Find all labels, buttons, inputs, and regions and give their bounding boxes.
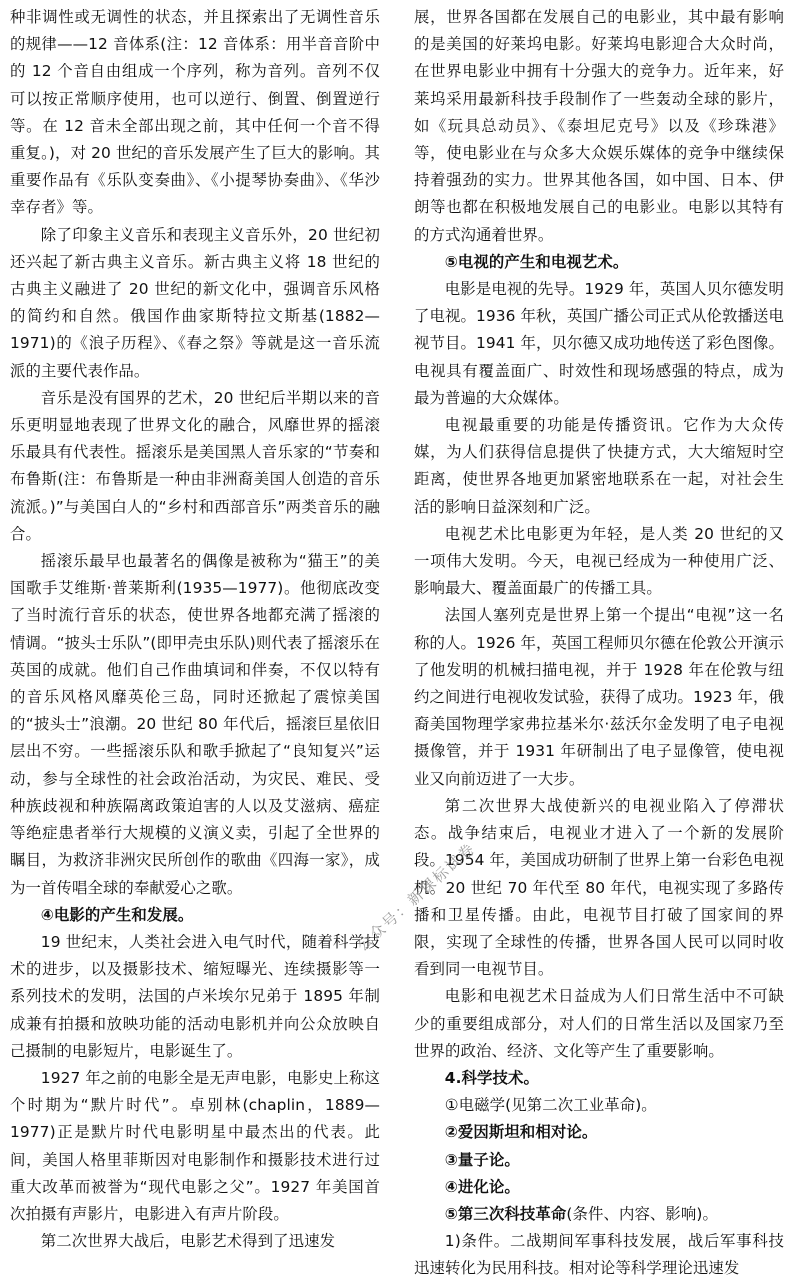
paragraph: 第二次世界大战后，电影艺术得到了迅速发 xyxy=(40,1232,336,1251)
paragraph: 摇滚乐最早也最著名的偶像是被称为“猫王”的美国歌手艾维斯·普莱斯利(1935—1977)。他彻底改变了当时流行音乐的状态，使世界各地都充满了摇滚的情调。“披头士乐队”(即甲壳虫乐队)则代表了摇滚乐在英国的成就。他们自己作曲填词和伴奏，不仅以特有的音乐风格风靡英伦三岛，同时还掀起了震惊美国的“披头士”浪潮。20 世纪 80 年代后，摇滚巨星依旧层出不穷。一些摇滚乐队和歌手掀起了“良知复兴”运动，参与全球性的社会政治活动，为灾民、难民、受种族歧视和种族隔离政策迫害的人以及艾滋病、癌症等绝症患者举行大规模的义演义卖，引起了全世界的瞩目，为救济非洲灾民所创作的歌曲《四海一家》，成为一首传唱全球的奉献爱心之歌。 xyxy=(10,552,380,897)
list-item xyxy=(414,1201,784,1228)
section-heading: ④电影的产生和发展。 xyxy=(40,905,194,924)
list-item-note: (条件、内容、影响)。 xyxy=(566,1204,718,1223)
paragraph: 法国人塞列克是世界上第一个提出“电视”这一名称的人。1926 年，英国工程师贝尔德在伦敦公开演示了他发明的机械扫描电视，并于 1928 年在伦敦与纽约之间进行电视收发试验，获得了成功。1923 年，俄裔美国物理学家弗拉基米尔·兹沃尔金发明了电子电视摄像管，并于 1931 年研制出了电子显像管，使电视业又向前迈进了一大步。 xyxy=(414,606,784,788)
paragraph: 除了印象主义音乐和表现主义音乐外，20 世纪初还兴起了新古典主义音乐。新古典主义将 18 世纪的古典主义融进了 20 世纪的新文化中，强调音乐风格的简约和自然。俄国作曲家斯特拉文斯基(1882—1971)的《浪子历程》、《春之祭》等就是这一音乐流派的主要代表作品。 xyxy=(10,225,380,380)
paragraph: 音乐是没有国界的艺术，20 世纪后半期以来的音乐更明显地表现了世界文化的融合，风靡世界的摇滚乐最具有代表性。摇滚乐是美国黑人音乐家的“节奏和布鲁斯(注：布鲁斯是一种由非洲裔美国人创造的音乐流派。)”与美国白人的“乡村和西部音乐”两类音乐的融合。 xyxy=(10,388,380,543)
list-item: ①电磁学(见第二次工业革命)。 xyxy=(444,1096,657,1115)
paragraph: 电影是电视的先导。1929 年，英国人贝尔德发明了电视。1936 年秋，英国广播公司正式从伦敦播送电视节目。1941 年，贝尔德又成功地传送了彩色图像。电视具有覆盖面广、时效性和现场感强的特点，成为最为普遍的大众媒体。 xyxy=(414,280,784,407)
right-column xyxy=(414,4,784,1283)
list-item: ③量子论。 xyxy=(444,1150,520,1169)
watermark: 公众号：新课标试卷 xyxy=(353,839,480,955)
section-heading: 4.科学技术。 xyxy=(444,1068,540,1087)
paragraph-continued: 展，世界各国都在发展自己的电影业，其中最有影响的是美国的好莱坞电影。好莱坞电影迎合大众时尚，在世界电影业中拥有十分强大的竞争力。近年来，好莱坞采用最新科技手段制作了一些轰动全球的影片，如《玩具总动员》、《泰坦尼克号》以及《珍珠港》等，使电影业在与众多大众娱乐媒体的竞争中继续保持着强劲的实力。世界其他各国，如中国、日本、伊朗等也都在积极地发展自己的电影业。电影以其特有的方式沟通着世界。 xyxy=(414,8,784,244)
paragraph: 电影和电视艺术日益成为人们日常生活中不可缺少的重要组成部分，对人们的日常生活以及国家乃至世界的政治、经济、文化等产生了重要影响。 xyxy=(414,987,784,1060)
paragraph: 第二次世界大战使新兴的电视业陷入了停滞状态。战争结束后，电视业才进入了一个新的发展阶段。1954 年，美国成功研制了世界上第一台彩色电视机。20 世纪 70 年代至 80 年代，电视实现了多路传播和卫星传播。由此，电视节目打破了国家间的界限，实现了全球性的传播，世界各国人民可以同时收看到同一电视节目。 xyxy=(414,796,784,979)
left-column xyxy=(10,4,380,1255)
paragraph: 19 世纪末，人类社会进入电气时代，随着科学技术的进步，以及摄影技术、缩短曝光、连续摄影等一系列技术的发明，法国的卢米埃尔兄弟于 1895 年制成兼有拍摄和放映功能的活动电影机并向公众放映自己摄制的电影短片，电影诞生了。 xyxy=(10,932,380,1060)
list-item-title: ⑤第三次科技革命 xyxy=(444,1204,567,1223)
list-item: ④进化论。 xyxy=(444,1177,520,1196)
paragraph: 电视最重要的功能是传播资讯。它作为大众传媒，为人们获得信息提供了快捷方式，大大缩短时空距离，使世界各地更加紧密地联系在一起，对社会生活的影响日益深刻和广泛。 xyxy=(414,416,784,516)
paragraph-continued: 种非调性或无调性的状态，并且探索出了无调性音乐的规律——12 音体系(注：12 音体系：用半音音阶中的 12 个音自由组成一个序列，称为音列。音列不仅可以按正常顺序使用，也可以逆行、倒置、倒置逆行等。在 12 音未全部出现之前，其中任何一个音不得重复。)，对 20 世纪的音乐发展产生了巨大的影响。其重要作品有《乐队变奏曲》、《小提琴协奏曲》、《华沙幸存者》等。 xyxy=(10,8,380,217)
paragraph: 1)条件。二战期间军事科技发展，战后军事科技迅速转化为民用科技。相对论等科学理论迅速发 xyxy=(414,1232,784,1278)
paragraph: 电视艺术比电影更为年轻，是人类 20 世纪的又一项伟大发明。今天，电视已经成为一种使用广泛、影响最大、覆盖面最广的传播工具。 xyxy=(414,524,784,598)
section-heading: ⑤电视的产生和电视艺术。 xyxy=(444,252,629,271)
list-item: ②爱因斯坦和相对论。 xyxy=(444,1123,598,1142)
paragraph: 1927 年之前的电影全是无声电影，电影史上称这个时期为“默片时代”。卓别林(chaplin，1889—1977)正是默片时代电影明星中最杰出的代表。此间，美国人格里菲斯因对电影制作和摄影技术进行过重大改革而被誉为“现代电影之父”。1927 年美国首次拍摄有声影片，电影进入有声片阶段。 xyxy=(10,1068,380,1223)
